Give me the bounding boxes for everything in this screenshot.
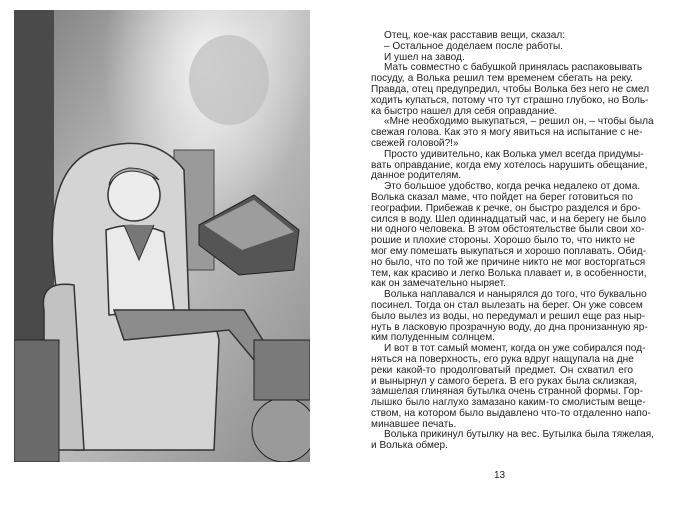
text-line: Это большое удобство, когда речка недалеко от дома. xyxy=(384,181,641,193)
text-line: мог ему помешать выкупаться и хорошо поплавать. Обид- xyxy=(371,245,647,257)
illustration xyxy=(14,10,310,462)
text-line: тем, как красиво и легко Волька плавает и, в особенности, xyxy=(371,267,647,279)
text-line: свежая голова. Как это я могу явиться на испытание с не- xyxy=(371,127,643,139)
text-line: сился в воду. Шел одиннадцатый час, и на берегу не было xyxy=(371,213,647,225)
text-line: Отец, кое-как расставив вещи, сказал: xyxy=(384,30,566,41)
text-line: Волька сказал маме, что пойдет на берег готовиться по xyxy=(371,191,633,203)
text-line: Правда, отец предупредил, чтобы Волька без него не смел xyxy=(371,83,650,95)
text-line: и Волька обмер. xyxy=(371,440,448,452)
page-text xyxy=(371,30,654,452)
text-line: как он замечательно ныряет. xyxy=(371,278,506,290)
text-line: было вылез из воды, но передумал и решил еще раз ныр- xyxy=(371,310,646,322)
text-line: ни одного человека. В этом обстоятельстве были свои хо- xyxy=(371,224,645,236)
text-line: Мать совместно с бабушкой принялась распаковывать xyxy=(384,62,643,74)
text-line: Просто удивительно, как Волька умел всегда придумы- xyxy=(384,148,644,160)
text-line: Волька прикинул бутылку на вес. Бутылка была тяжелая, xyxy=(384,429,654,441)
text-line: посуду, а Волька решил тем временем сбегать на реку. xyxy=(371,73,633,85)
text-line: и вынырнул у самого берега. В его руках была склизкая, xyxy=(371,375,638,387)
text-line: «Мне необходимо выкупаться, – решил он, – чтобы была xyxy=(384,116,654,128)
text-line: свежей головой?!» xyxy=(371,137,459,149)
text-line: географии. Прибежав к речке, он быстро разделся и бро- xyxy=(371,202,641,214)
page-number: 13 xyxy=(494,470,506,481)
text-line: вать оправдание, когда ему хотелось нарушить обещание, xyxy=(371,159,648,171)
text-line: лышко было наглухо замазано каким-то смолистым веще- xyxy=(371,397,646,409)
text-line: но было, что по той же причине никто не мог восторгаться xyxy=(371,256,646,268)
text-line: нуть в ласковую прозрачную воду, до дна пронизанную яр- xyxy=(371,321,648,333)
text-line: данное родителям. xyxy=(371,170,462,182)
text-line: рошие и плохие стороны. Хорошо было то, что никто не xyxy=(371,235,635,247)
text-line: посинел. Тогда он стал вылезать на берег. Он уже совсем xyxy=(371,299,643,311)
text-line: ством, на котором было выдавлено что-то отдаленно напо- xyxy=(371,407,651,419)
text-line: ка быстро нашел для себя оправдание. xyxy=(371,105,558,117)
text-line: И вот в тот самый момент, когда он уже собирался под- xyxy=(384,343,646,355)
text-line: няться на поверхность, его рука вдруг нащупала на дне xyxy=(371,353,634,365)
text-line: ходить купаться, потому что тут страшно глубоко, но Воль- xyxy=(371,94,649,106)
text-line: замшелая глиняная бутылка очень странной формы. Гор- xyxy=(371,386,643,398)
text-line: Волька наплавался и нанырялся до того, что буквально xyxy=(384,289,647,301)
text-line: ким полуденным солнцем. xyxy=(371,332,495,344)
text-line: И ушел на завод. xyxy=(384,51,465,63)
text-line: реки какой-то продолговатый предмет. Он схватил его xyxy=(371,364,633,376)
text-line: – Остальное доделаем после работы. xyxy=(384,40,564,52)
text-line: минавшее печать. xyxy=(371,418,457,430)
